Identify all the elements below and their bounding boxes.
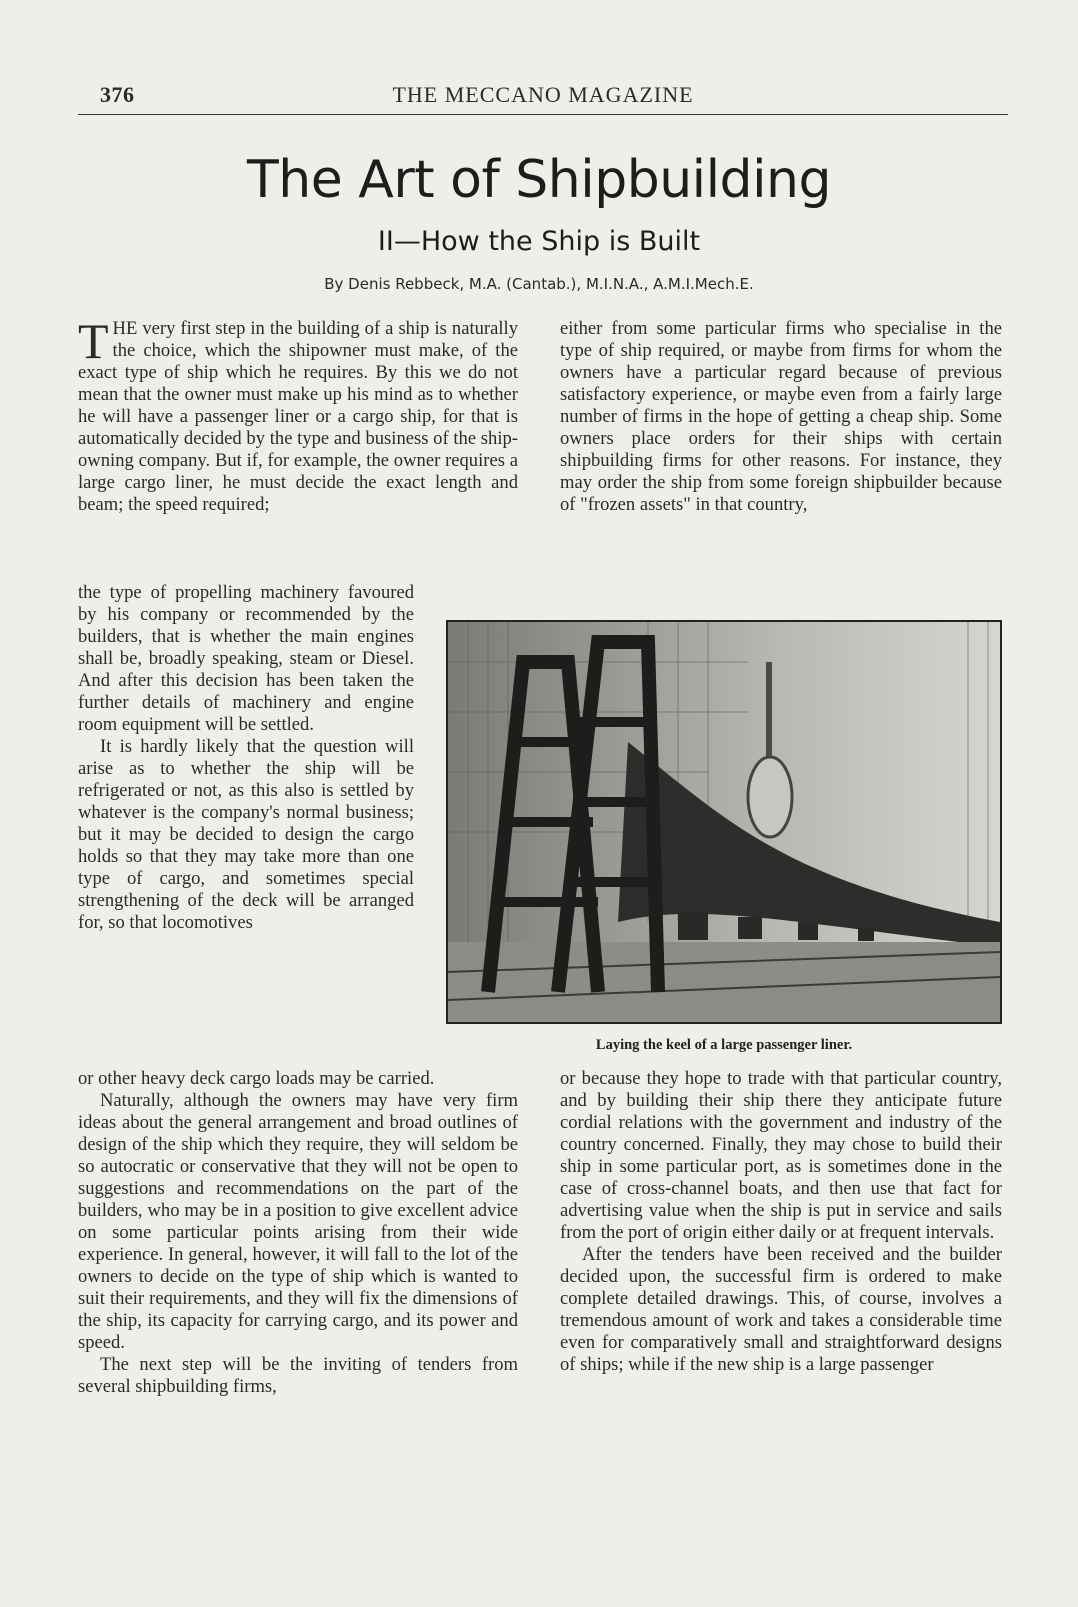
paragraph: The next step will be the inviting of tenders from several shipbuilding firms, bbox=[78, 1354, 518, 1397]
column-right-top bbox=[560, 318, 1002, 516]
paragraph: the type of propelling machinery favoured by his company or recommended by the builders, that is whether the main engines shall be, broadly speaking, steam or Diesel. And after this decision has been taken the further details of machinery and engine room equipment will be settled. bbox=[78, 582, 414, 735]
article-byline: By Denis Rebbeck, M.A. (Cantab.), M.I.N.A., A.M.I.Mech.E. bbox=[324, 275, 754, 293]
paragraph bbox=[78, 313, 518, 516]
column-left-narrow bbox=[78, 582, 414, 934]
paragraph: After the tenders have been received and the builder decided upon, the successful firm is ordered to make complete detailed drawings. This, of course, involves a tremendous amount of work and takes a considerable time even for comparatively small and straightforward designs of ships; while if the new ship is a large passenger bbox=[560, 1244, 1002, 1375]
paragraph-text: HE very first step in the building of a ship is naturally the choice, which the shipowner must make, of the exact type of ship which he requires. By this we do not mean that the owner must make up his mind as to whether he will have a passenger liner or a cargo ship, for that is automatically decided by the type and business of the ship-owning company. But if, for example, the owner requires a large cargo liner, he must decide the exact length and beam; the speed required; bbox=[78, 318, 518, 515]
keel-photo-illustration bbox=[448, 622, 1000, 1022]
paragraph: It is hardly likely that the question will arise as to whether the ship will be refrigerated or not, as this also is settled by whatever is the company's normal business; but it may be decided to design the cargo holds so that they may take more than one type of cargo, and sometimes special strengthening of the deck will be arranged for, so that locomotives bbox=[78, 736, 414, 933]
paragraph: either from some particular firms who specialise in the type of ship required, or maybe from firms for whom the owners have a particular regard because of previous satisfactory experience, or maybe even from a fairly large number of firms in the hope of getting a cheap ship. Some owners place orders for their ships with certain shipbuilding firms for other reasons. For instance, they may order the ship from some foreign shipbuilder because of "frozen assets" in that country, bbox=[560, 318, 1002, 515]
page-header bbox=[78, 78, 1008, 115]
drop-cap: T bbox=[78, 313, 109, 369]
column-right-bottom bbox=[560, 1068, 1002, 1376]
column-left-top bbox=[78, 313, 518, 516]
paragraph: or because they hope to trade with that particular country, and by building their ship there they anticipate future cordial relations with the government and industry of the country concerned. Finally, they may chose to build their ship in some particular port, as is sometimes done in the case of cross-channel boats, and then use that fact for advertising value when the ship is put in service and sails from the port of origin either daily or at frequent intervals. bbox=[560, 1068, 1002, 1243]
keel-photograph bbox=[446, 620, 1002, 1024]
column-left-bottom bbox=[78, 1068, 518, 1398]
page-number: 376 bbox=[100, 82, 135, 107]
paragraph: Naturally, although the owners may have very firm ideas about the general arrangement and broad outlines of design of the ship which they require, they will seldom be so autocratic or conservative that they will not be open to suggestions and recommendations on the part of the builders, who may be in a position to give excellent advice on some particular points arising from their wide experience. In general, however, it will fall to the lot of the owners to decide on the type of ship which is wanted to suit their requirements, and they will fix the dimensions of the ship, its capacity for carrying cargo, and its power and speed. bbox=[78, 1090, 518, 1353]
magazine-title: THE MECCANO MAGAZINE bbox=[392, 82, 694, 107]
article-title: The Art of Shipbuilding bbox=[247, 150, 831, 210]
article-subtitle: II—How the Ship is Built bbox=[377, 226, 701, 257]
figure-caption: Laying the keel of a large passenger liner. bbox=[595, 1037, 853, 1053]
paragraph: or other heavy deck cargo loads may be carried. bbox=[78, 1068, 435, 1089]
